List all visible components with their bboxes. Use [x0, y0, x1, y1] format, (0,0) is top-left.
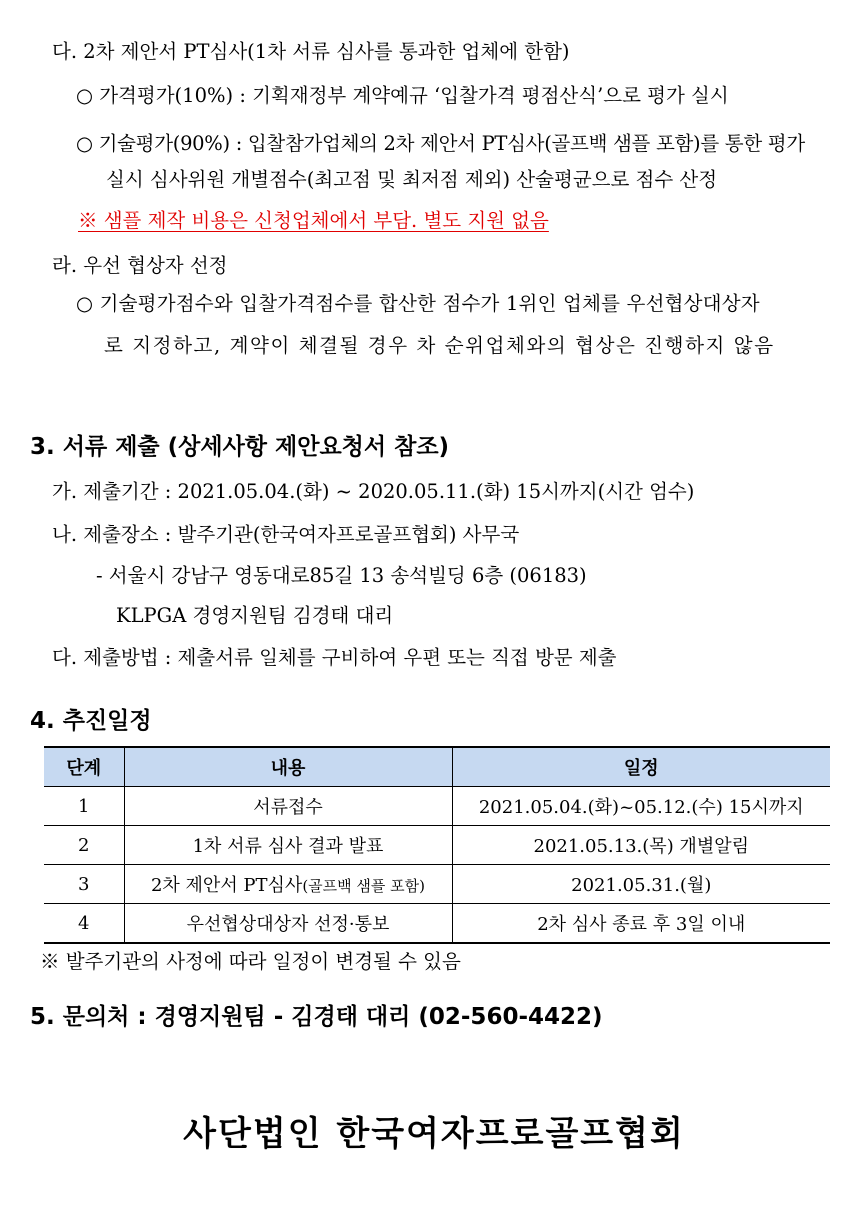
- row-content-text: 2차 제안서 PT심사: [150, 875, 303, 896]
- schedule-header-row: [44, 747, 830, 787]
- submission-address: - 서울시 강남구 영동대로85길 13 송석빌딩 6층 (06183): [96, 564, 587, 587]
- row-content: [124, 865, 452, 904]
- row-content: [124, 826, 452, 865]
- table-row: [44, 865, 830, 904]
- tech-eval-item-line1: ○ 기술평가(90%) : 입찰참가업체의 2차 제안서 PT심사(골프백 샘플 포함)를 통한 평가: [76, 132, 805, 155]
- row-step: 1: [44, 787, 124, 826]
- priority-negotiator-title: 라. 우선 협상자 선정: [52, 254, 228, 277]
- table-row: [44, 787, 830, 826]
- header-step: 단계: [44, 747, 124, 787]
- priority-item-line1: ○ 기술평가점수와 입찰가격점수를 합산한 점수가 1위인 업체를 우선협상대상자: [76, 292, 760, 315]
- row-step: 4: [44, 904, 124, 944]
- pt-review-title: 다. 2차 제안서 PT심사(1차 서류 심사를 통과한 업체에 한함): [52, 40, 570, 63]
- submission-contact: KLPGA 경영지원팀 김경태 대리: [116, 604, 394, 627]
- row-step: 2: [44, 826, 124, 865]
- row-content: [124, 904, 452, 944]
- sample-cost-note: ※ 샘플 제작 비용은 신청업체에서 부담. 별도 지원 없음: [78, 209, 549, 232]
- row-content-text: 서류접수: [253, 797, 323, 818]
- header-content: 내용: [124, 747, 452, 787]
- schedule-table: [44, 746, 830, 944]
- schedule-change-note: ※ 발주기관의 사정에 따라 일정이 변경될 수 있음: [40, 950, 461, 973]
- row-date: 2021.05.04.(화)~05.12.(수) 15시까지: [452, 787, 830, 826]
- row-step: 3: [44, 865, 124, 904]
- row-date: 2021.05.31.(월): [452, 865, 830, 904]
- row-date: 2차 심사 종료 후 3일 이내: [452, 904, 830, 944]
- submission-place: 나. 제출장소 : 발주기관(한국여자프로골프협회) 사무국: [52, 523, 520, 546]
- price-eval-item: ○ 가격평가(10%) : 기획재정부 계약예규 ‘입찰가격 평점산식’으로 평가 실시: [76, 84, 729, 107]
- header-date: 일정: [452, 747, 830, 787]
- section4-heading: 4. 추진일정: [30, 708, 152, 734]
- row-content: [124, 787, 452, 826]
- row-content-text: 우선협상대상자 선정·통보: [186, 914, 390, 935]
- section3-heading: 3. 서류 제출 (상세사항 제안요청서 참조): [30, 434, 450, 460]
- submission-method: 다. 제출방법 : 제출서류 일체를 구비하여 우편 또는 직접 방문 제출: [52, 646, 617, 669]
- organization-name: 사단법인 한국여자프로골프협회: [183, 1114, 685, 1154]
- section5-heading: 5. 문의처 : 경영지원팀 - 김경태 대리 (02-560-4422): [30, 1004, 603, 1030]
- tech-eval-item-line2: 실시 심사위원 개별점수(최고점 및 최저점 제외) 산술평균으로 점수 산정: [106, 168, 718, 191]
- row-content-text: 1차 서류 심사 결과 발표: [192, 836, 384, 857]
- row-date: 2021.05.13.(목) 개별알림: [452, 826, 830, 865]
- priority-item-line2: 로 지정하고, 계약이 체결될 경우 차 순위업체와의 협상은 진행하지 않음: [104, 334, 775, 357]
- table-row: [44, 904, 830, 944]
- table-row: [44, 826, 830, 865]
- submission-period: 가. 제출기간 : 2021.05.04.(화) ~ 2020.05.11.(화) 15시까지(시간 엄수): [52, 480, 695, 503]
- row-content-note: (골프백 샘플 포함): [302, 877, 425, 895]
